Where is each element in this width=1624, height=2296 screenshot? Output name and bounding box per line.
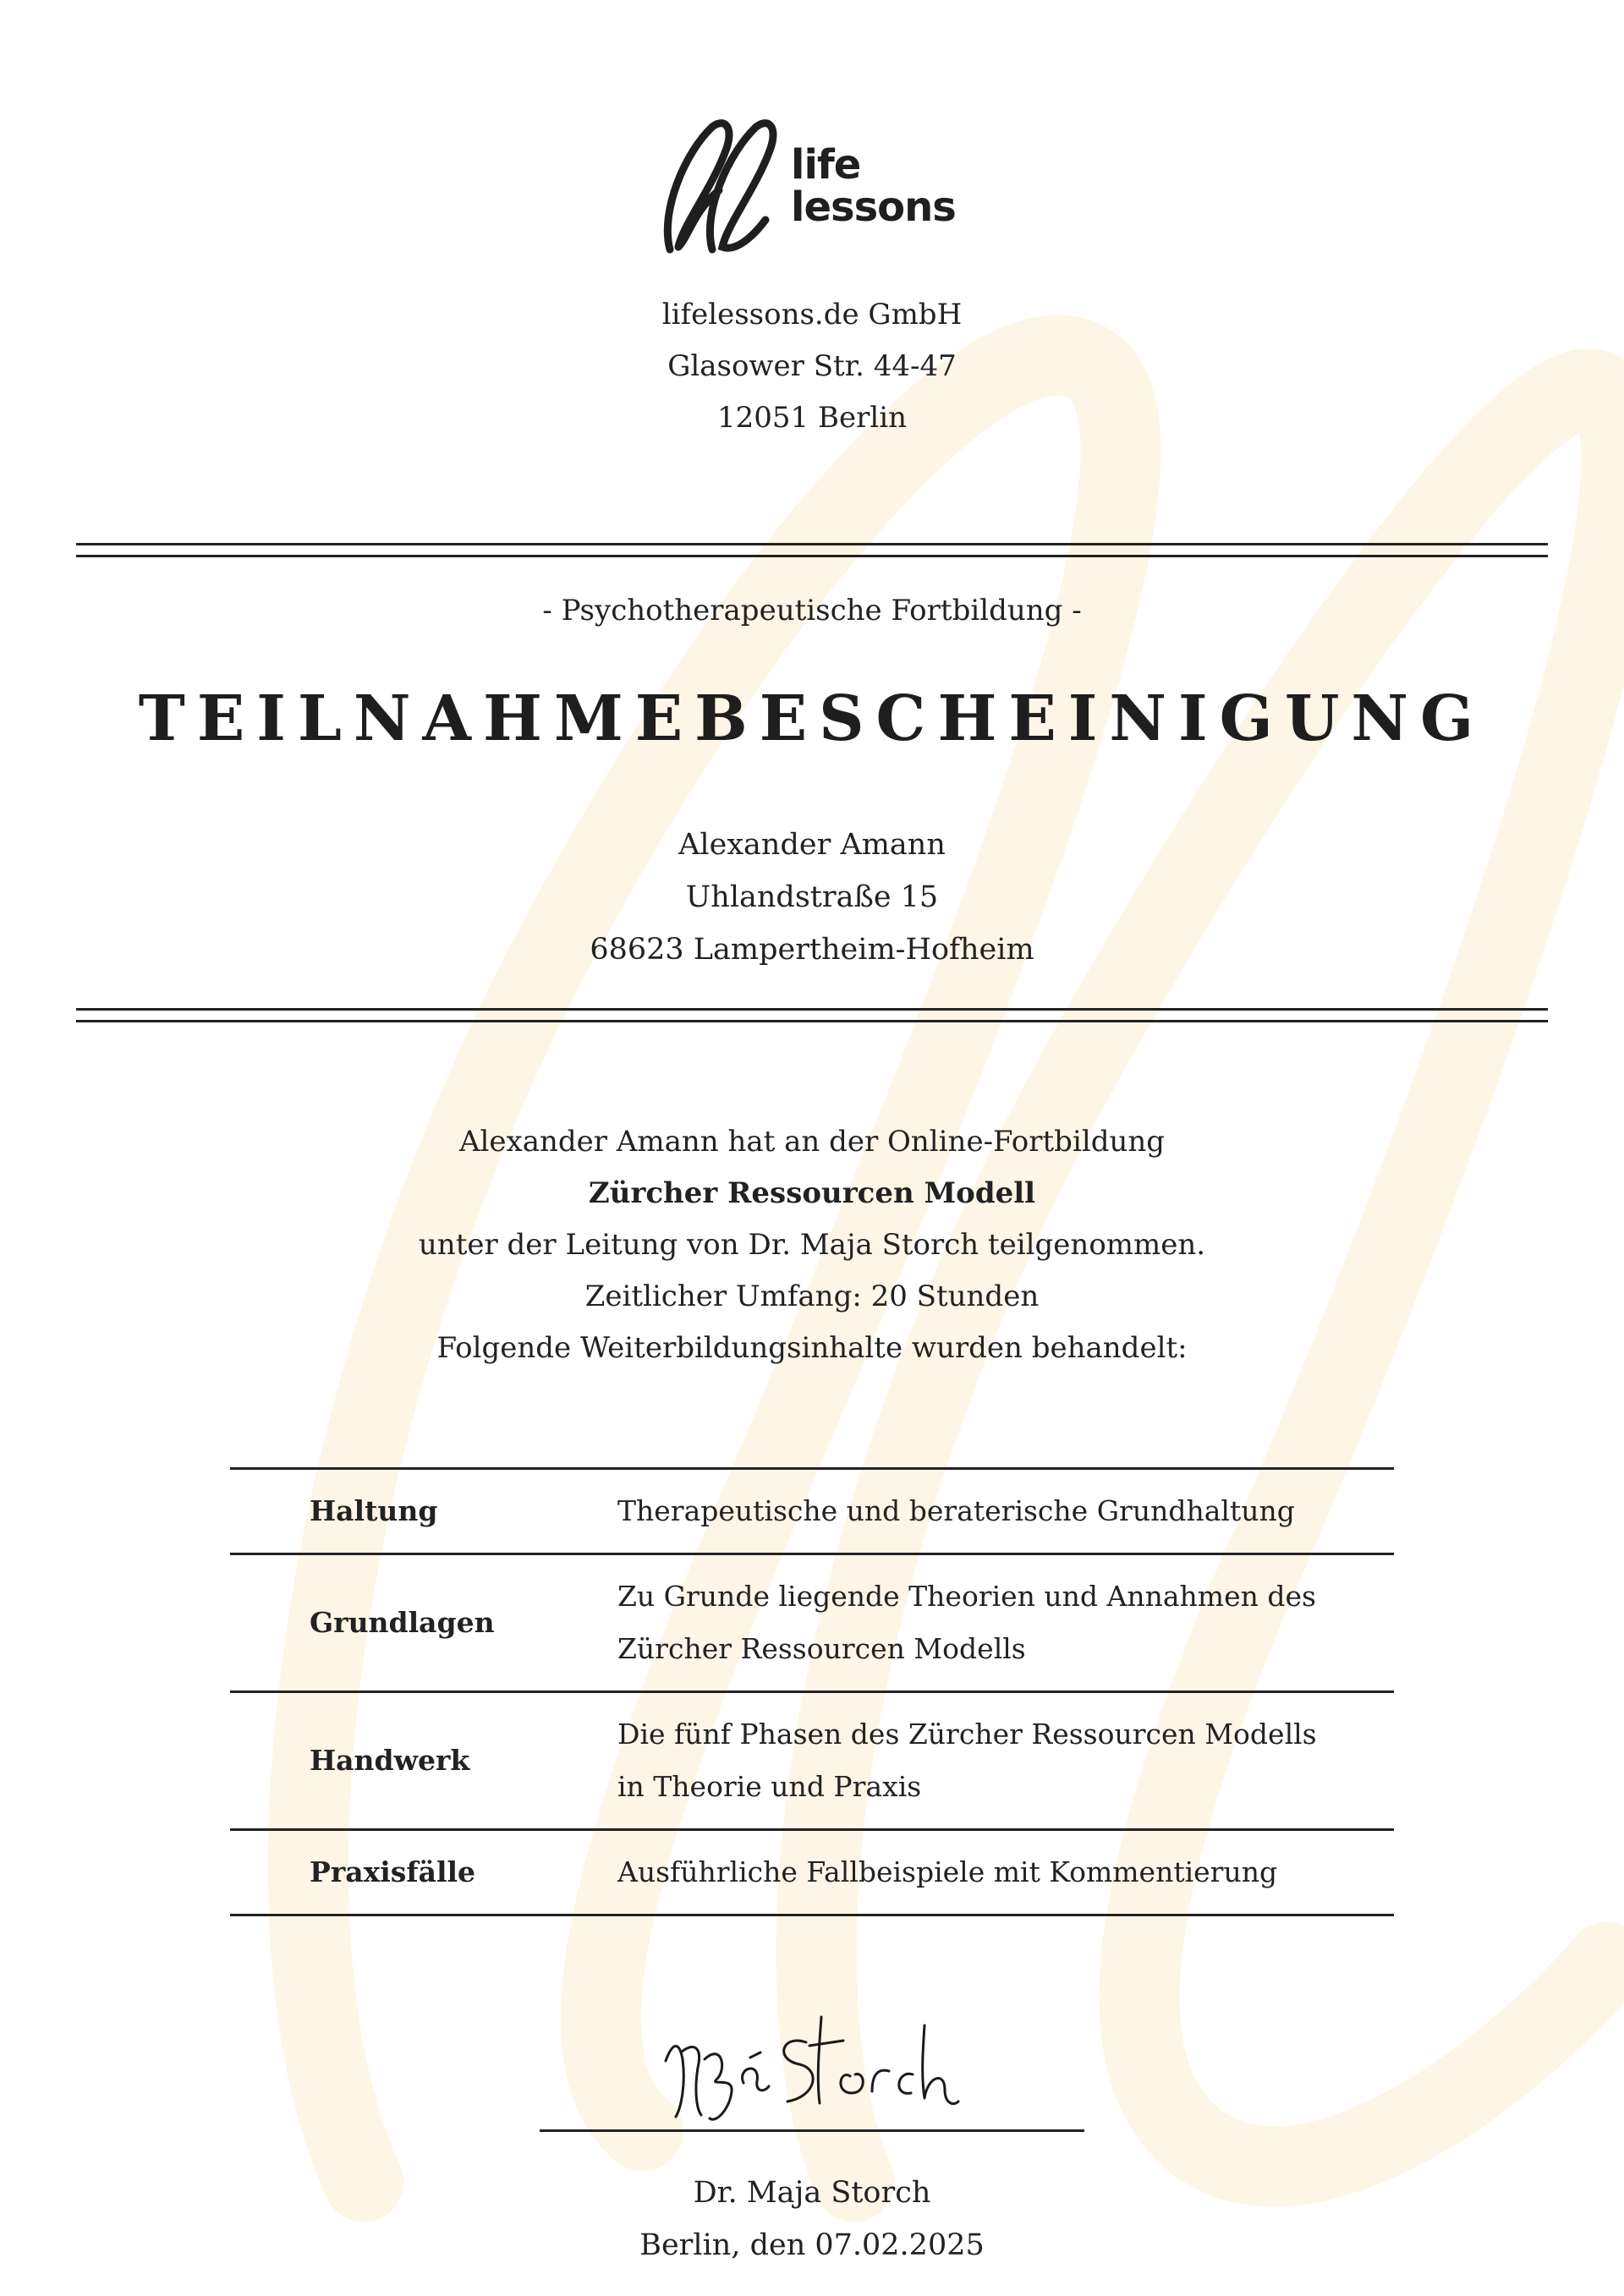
topic-label: Praxisfälle <box>230 1830 617 1915</box>
place-date: Berlin, den 07.02.2025 <box>639 2228 985 2262</box>
sender-street: Glasower Str. 44-47 <box>667 349 957 383</box>
recipient-street: Uhlandstraße 15 <box>685 880 939 914</box>
logo-wordmark-line1: life <box>791 141 861 189</box>
logo-wordmark-line2: lessons <box>791 184 956 231</box>
bottom-divider <box>76 1008 1548 1022</box>
certificate-title: TEILNAHMEBESCHEINIGUNG <box>138 682 1486 755</box>
handwritten-signature <box>656 2008 968 2127</box>
topic-description: Therapeutische und beraterische Grundhaltung <box>617 1469 1394 1554</box>
table-row <box>230 1554 1394 1692</box>
topic-label: Haltung <box>230 1469 617 1554</box>
body-line-5: Folgende Weiterbildungsinhalte wurden behandelt: <box>436 1331 1188 1365</box>
topics-table <box>230 1467 1394 1916</box>
logo-wordmark <box>791 141 956 231</box>
certificate-body <box>0 1116 1624 1374</box>
signature-block <box>0 2167 1624 2271</box>
topic-description: Zu Grunde liegende Theorien und Annahmen des Zürcher Ressourcen Modells <box>617 1554 1394 1692</box>
topic-description: Ausführliche Fallbeispiele mit Kommentierung <box>617 1830 1394 1915</box>
topic-label: Handwerk <box>230 1692 617 1830</box>
sender-address <box>0 289 1624 444</box>
body-line-1: Alexander Amann hat an der Online-Fortbildung <box>458 1125 1166 1159</box>
body-line-4: Zeitlicher Umfang: 20 Stunden <box>584 1280 1040 1313</box>
table-row <box>230 1692 1394 1830</box>
certificate-subtitle: - Psychotherapeutische Fortbildung - <box>542 594 1082 627</box>
body-line-3: unter der Leitung von Dr. Maja Storch teilgenommen. <box>418 1228 1206 1262</box>
table-row <box>230 1469 1394 1554</box>
sender-city: 12051 Berlin <box>717 401 907 435</box>
recipient-name: Alexander Amann <box>678 828 946 862</box>
recipient-address <box>0 819 1624 976</box>
course-name: Zürcher Ressourcen Modell <box>588 1176 1036 1210</box>
topic-label: Grundlagen <box>230 1554 617 1692</box>
table-row <box>230 1830 1394 1915</box>
recipient-city: 68623 Lampertheim-Hofheim <box>590 933 1034 967</box>
topic-description: Die fünf Phasen des Zürcher Ressourcen Modells in Theorie und Praxis <box>617 1692 1394 1830</box>
signature-line <box>540 2129 1084 2132</box>
top-divider <box>76 543 1548 557</box>
signer-name: Dr. Maja Storch <box>693 2176 931 2210</box>
sender-company: lifelessons.de GmbH <box>661 298 963 332</box>
